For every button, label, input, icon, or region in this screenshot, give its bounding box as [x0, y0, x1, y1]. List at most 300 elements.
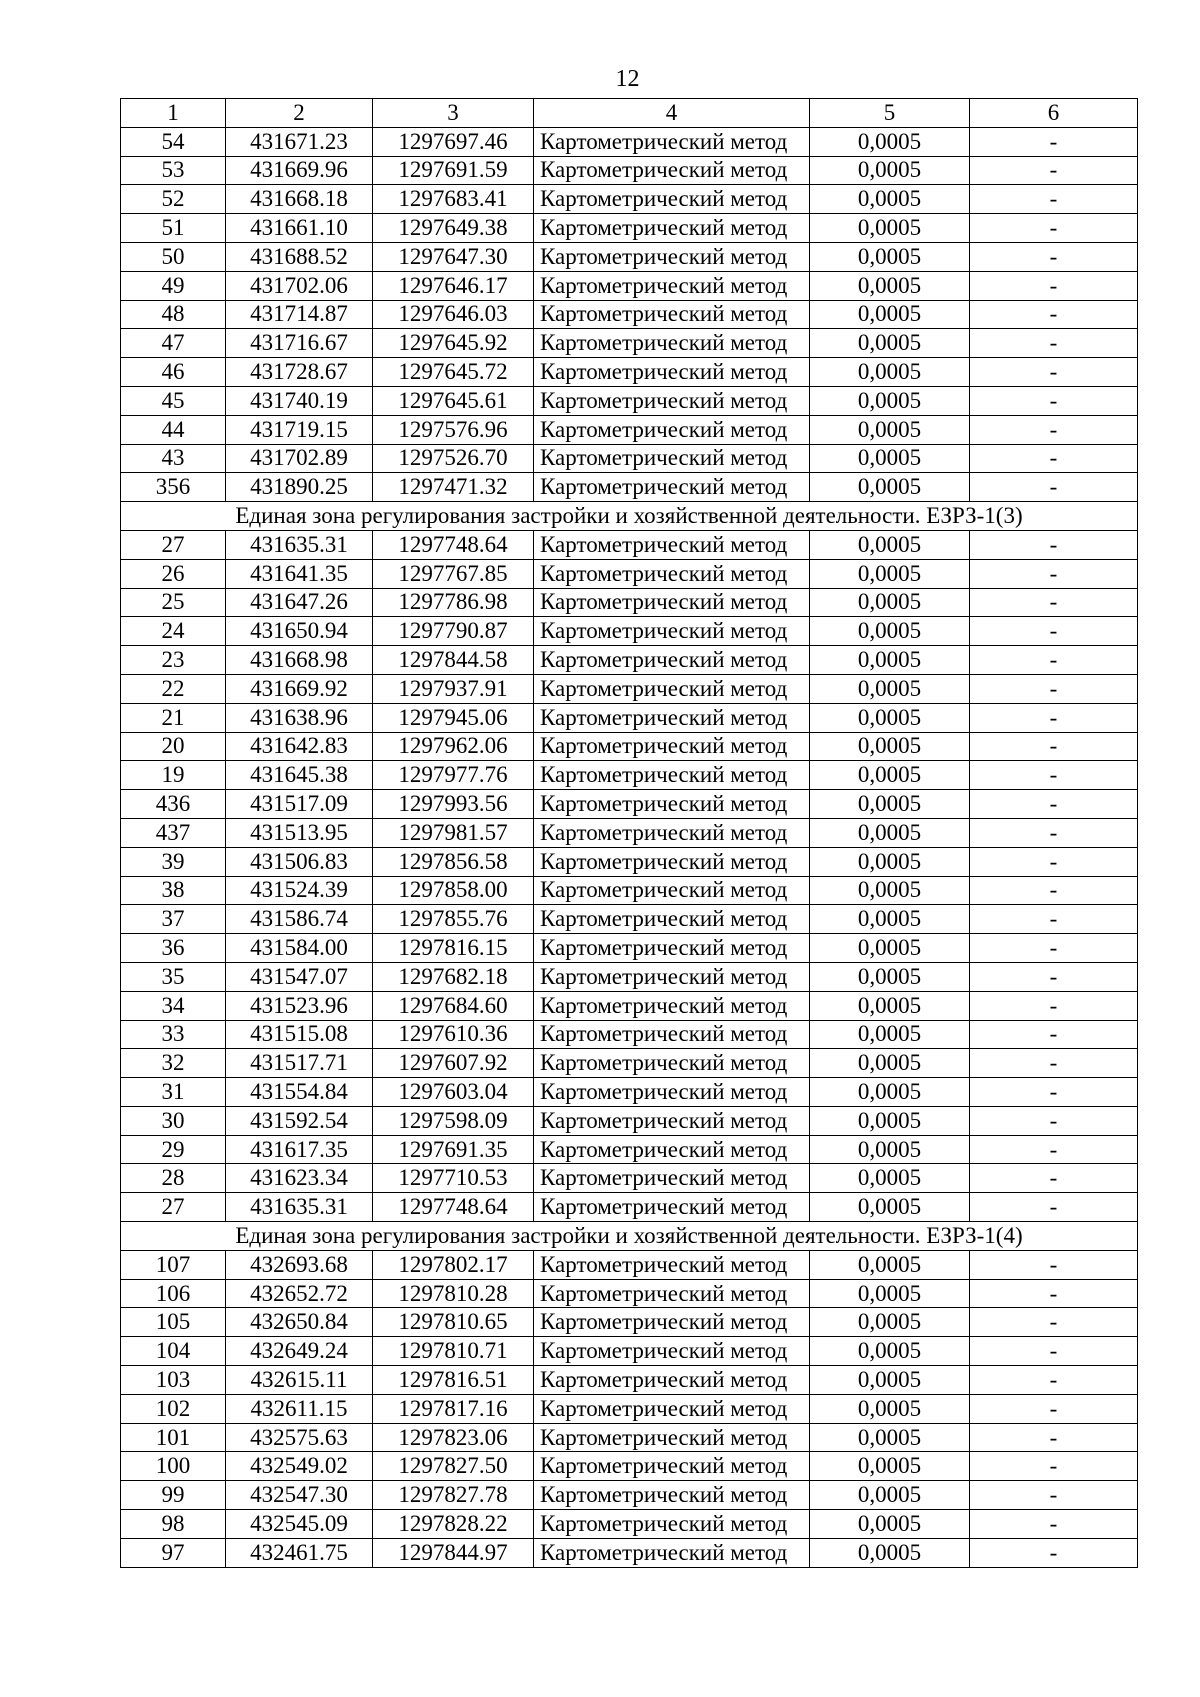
x-coordinate-cell: 431702.06	[226, 271, 373, 300]
note-cell: -	[970, 1250, 1138, 1279]
y-coordinate-cell: 1297810.71	[373, 1337, 534, 1366]
note-cell: -	[970, 674, 1138, 703]
note-cell: -	[970, 156, 1138, 185]
section-title-row	[121, 1222, 1138, 1251]
y-coordinate-cell: 1297937.91	[373, 674, 534, 703]
point-number-cell: 46	[121, 358, 226, 387]
accuracy-cell: 0,0005	[810, 876, 970, 905]
point-number-cell: 20	[121, 732, 226, 761]
accuracy-cell: 0,0005	[810, 1279, 970, 1308]
table-row	[121, 1452, 1138, 1481]
x-coordinate-cell: 431702.89	[226, 444, 373, 473]
table-row	[121, 1078, 1138, 1107]
accuracy-cell: 0,0005	[810, 588, 970, 617]
note-cell: -	[970, 329, 1138, 358]
x-coordinate-cell: 431645.38	[226, 761, 373, 790]
accuracy-cell: 0,0005	[810, 991, 970, 1020]
x-coordinate-cell: 431740.19	[226, 386, 373, 415]
x-coordinate-cell: 431728.67	[226, 358, 373, 387]
accuracy-cell: 0,0005	[810, 934, 970, 963]
note-cell: -	[970, 761, 1138, 790]
y-coordinate-cell: 1297816.51	[373, 1366, 534, 1395]
point-number-cell: 27	[121, 530, 226, 559]
table-row	[121, 386, 1138, 415]
point-number-cell: 356	[121, 473, 226, 502]
y-coordinate-cell: 1297790.87	[373, 617, 534, 646]
method-cell: Картометрический метод	[534, 934, 810, 963]
note-cell: -	[970, 214, 1138, 243]
table-row	[121, 1135, 1138, 1164]
point-number-cell: 97	[121, 1538, 226, 1567]
note-cell: -	[970, 1481, 1138, 1510]
method-cell: Картометрический метод	[534, 732, 810, 761]
note-cell: -	[970, 185, 1138, 214]
y-coordinate-cell: 1297645.72	[373, 358, 534, 387]
note-cell: -	[970, 962, 1138, 991]
method-cell: Картометрический метод	[534, 1020, 810, 1049]
note-cell: -	[970, 818, 1138, 847]
accuracy-cell: 0,0005	[810, 1020, 970, 1049]
method-cell: Картометрический метод	[534, 271, 810, 300]
method-cell: Картометрический метод	[534, 1164, 810, 1193]
y-coordinate-cell: 1297767.85	[373, 559, 534, 588]
method-cell: Картометрический метод	[534, 790, 810, 819]
point-number-cell: 29	[121, 1135, 226, 1164]
section-title-row	[121, 502, 1138, 531]
point-number-cell: 48	[121, 300, 226, 329]
table-row	[121, 358, 1138, 387]
table-row	[121, 329, 1138, 358]
accuracy-cell: 0,0005	[810, 1308, 970, 1337]
table-row	[121, 1394, 1138, 1423]
note-cell: -	[970, 876, 1138, 905]
point-number-cell: 104	[121, 1337, 226, 1366]
point-number-cell: 106	[121, 1279, 226, 1308]
note-cell: -	[970, 1452, 1138, 1481]
y-coordinate-cell: 1297645.61	[373, 386, 534, 415]
table-row	[121, 617, 1138, 646]
note-cell: -	[970, 444, 1138, 473]
note-cell: -	[970, 1337, 1138, 1366]
method-cell: Картометрический метод	[534, 1538, 810, 1567]
x-coordinate-cell: 431688.52	[226, 242, 373, 271]
accuracy-cell: 0,0005	[810, 1250, 970, 1279]
x-coordinate-cell: 431650.94	[226, 617, 373, 646]
note-cell: -	[970, 271, 1138, 300]
accuracy-cell: 0,0005	[810, 530, 970, 559]
x-coordinate-cell: 432693.68	[226, 1250, 373, 1279]
table-row	[121, 1337, 1138, 1366]
table-row	[121, 185, 1138, 214]
x-coordinate-cell: 431668.18	[226, 185, 373, 214]
method-cell: Картометрический метод	[534, 1106, 810, 1135]
point-number-cell: 32	[121, 1049, 226, 1078]
note-cell: -	[970, 473, 1138, 502]
note-cell: -	[970, 703, 1138, 732]
note-cell: -	[970, 127, 1138, 156]
point-number-cell: 28	[121, 1164, 226, 1193]
table-row	[121, 127, 1138, 156]
note-cell: -	[970, 1164, 1138, 1193]
table-row	[121, 1510, 1138, 1539]
x-coordinate-cell: 432549.02	[226, 1452, 373, 1481]
accuracy-cell: 0,0005	[810, 1049, 970, 1078]
x-coordinate-cell: 431638.96	[226, 703, 373, 732]
accuracy-cell: 0,0005	[810, 905, 970, 934]
note-cell: -	[970, 415, 1138, 444]
y-coordinate-cell: 1297858.00	[373, 876, 534, 905]
table-row	[121, 732, 1138, 761]
y-coordinate-cell: 1297856.58	[373, 847, 534, 876]
accuracy-cell: 0,0005	[810, 1337, 970, 1366]
y-coordinate-cell: 1297962.06	[373, 732, 534, 761]
y-coordinate-cell: 1297748.64	[373, 1193, 534, 1222]
note-cell: -	[970, 358, 1138, 387]
y-coordinate-cell: 1297981.57	[373, 818, 534, 847]
method-cell: Картометрический метод	[534, 415, 810, 444]
method-cell: Картометрический метод	[534, 703, 810, 732]
method-cell: Картометрический метод	[534, 530, 810, 559]
page-number: 12	[615, 66, 640, 92]
point-number-cell: 50	[121, 242, 226, 271]
method-cell: Картометрический метод	[534, 1394, 810, 1423]
method-cell: Картометрический метод	[534, 1308, 810, 1337]
note-cell: -	[970, 242, 1138, 271]
x-coordinate-cell: 432575.63	[226, 1423, 373, 1452]
note-cell: -	[970, 934, 1138, 963]
accuracy-cell: 0,0005	[810, 156, 970, 185]
y-coordinate-cell: 1297645.92	[373, 329, 534, 358]
y-coordinate-cell: 1297607.92	[373, 1049, 534, 1078]
accuracy-cell: 0,0005	[810, 1366, 970, 1395]
x-coordinate-cell: 431506.83	[226, 847, 373, 876]
point-number-cell: 107	[121, 1250, 226, 1279]
header-cell-6: 6	[970, 99, 1138, 128]
y-coordinate-cell: 1297828.22	[373, 1510, 534, 1539]
note-cell: -	[970, 1423, 1138, 1452]
note-cell: -	[970, 905, 1138, 934]
y-coordinate-cell: 1297526.70	[373, 444, 534, 473]
y-coordinate-cell: 1297816.15	[373, 934, 534, 963]
point-number-cell: 25	[121, 588, 226, 617]
method-cell: Картометрический метод	[534, 358, 810, 387]
method-cell: Картометрический метод	[534, 1279, 810, 1308]
point-number-cell: 52	[121, 185, 226, 214]
x-coordinate-cell: 431668.98	[226, 646, 373, 675]
table-row	[121, 214, 1138, 243]
y-coordinate-cell: 1297710.53	[373, 1164, 534, 1193]
x-coordinate-cell: 431523.96	[226, 991, 373, 1020]
y-coordinate-cell: 1297977.76	[373, 761, 534, 790]
table-row	[121, 934, 1138, 963]
method-cell: Картометрический метод	[534, 761, 810, 790]
method-cell: Картометрический метод	[534, 214, 810, 243]
note-cell: -	[970, 617, 1138, 646]
note-cell: -	[970, 300, 1138, 329]
note-cell: -	[970, 1308, 1138, 1337]
accuracy-cell: 0,0005	[810, 559, 970, 588]
method-cell: Картометрический метод	[534, 1135, 810, 1164]
note-cell: -	[970, 1135, 1138, 1164]
coordinates-table	[120, 98, 1138, 1568]
accuracy-cell: 0,0005	[810, 1193, 970, 1222]
accuracy-cell: 0,0005	[810, 646, 970, 675]
accuracy-cell: 0,0005	[810, 185, 970, 214]
table-row	[121, 473, 1138, 502]
x-coordinate-cell: 431547.07	[226, 962, 373, 991]
table-row	[121, 300, 1138, 329]
y-coordinate-cell: 1297610.36	[373, 1020, 534, 1049]
header-cell-3: 3	[373, 99, 534, 128]
x-coordinate-cell: 432611.15	[226, 1394, 373, 1423]
x-coordinate-cell: 432461.75	[226, 1538, 373, 1567]
accuracy-cell: 0,0005	[810, 1164, 970, 1193]
y-coordinate-cell: 1297649.38	[373, 214, 534, 243]
table-row	[121, 530, 1138, 559]
method-cell: Картометрический метод	[534, 1510, 810, 1539]
point-number-cell: 44	[121, 415, 226, 444]
point-number-cell: 98	[121, 1510, 226, 1539]
method-cell: Картометрический метод	[534, 300, 810, 329]
x-coordinate-cell: 431669.96	[226, 156, 373, 185]
method-cell: Картометрический метод	[534, 1481, 810, 1510]
accuracy-cell: 0,0005	[810, 847, 970, 876]
method-cell: Картометрический метод	[534, 876, 810, 905]
method-cell: Картометрический метод	[534, 329, 810, 358]
y-coordinate-cell: 1297817.16	[373, 1394, 534, 1423]
y-coordinate-cell: 1297802.17	[373, 1250, 534, 1279]
header-cell-1: 1	[121, 99, 226, 128]
accuracy-cell: 0,0005	[810, 300, 970, 329]
accuracy-cell: 0,0005	[810, 358, 970, 387]
table-row	[121, 1250, 1138, 1279]
accuracy-cell: 0,0005	[810, 962, 970, 991]
table-row	[121, 588, 1138, 617]
x-coordinate-cell: 431513.95	[226, 818, 373, 847]
point-number-cell: 54	[121, 127, 226, 156]
point-number-cell: 102	[121, 1394, 226, 1423]
y-coordinate-cell: 1297993.56	[373, 790, 534, 819]
x-coordinate-cell: 431617.35	[226, 1135, 373, 1164]
table-row	[121, 1366, 1138, 1395]
y-coordinate-cell: 1297598.09	[373, 1106, 534, 1135]
accuracy-cell: 0,0005	[810, 386, 970, 415]
x-coordinate-cell: 431714.87	[226, 300, 373, 329]
y-coordinate-cell: 1297471.32	[373, 473, 534, 502]
accuracy-cell: 0,0005	[810, 415, 970, 444]
table-row	[121, 703, 1138, 732]
table-row	[121, 242, 1138, 271]
x-coordinate-cell: 432650.84	[226, 1308, 373, 1337]
x-coordinate-cell: 432545.09	[226, 1510, 373, 1539]
y-coordinate-cell: 1297844.58	[373, 646, 534, 675]
x-coordinate-cell: 431716.67	[226, 329, 373, 358]
point-number-cell: 36	[121, 934, 226, 963]
note-cell: -	[970, 386, 1138, 415]
method-cell: Картометрический метод	[534, 818, 810, 847]
table-row	[121, 674, 1138, 703]
table-row	[121, 1423, 1138, 1452]
accuracy-cell: 0,0005	[810, 1106, 970, 1135]
section-title: Единая зона регулирования застройки и хозяйственной деятельности. ЕЗРЗ-1(3)	[121, 502, 1138, 531]
point-number-cell: 21	[121, 703, 226, 732]
x-coordinate-cell: 431647.26	[226, 588, 373, 617]
note-cell: -	[970, 991, 1138, 1020]
table-row	[121, 415, 1138, 444]
point-number-cell: 51	[121, 214, 226, 243]
x-coordinate-cell: 432547.30	[226, 1481, 373, 1510]
table-row	[121, 905, 1138, 934]
x-coordinate-cell: 431517.09	[226, 790, 373, 819]
table-row	[121, 991, 1138, 1020]
accuracy-cell: 0,0005	[810, 473, 970, 502]
table-row	[121, 646, 1138, 675]
accuracy-cell: 0,0005	[810, 329, 970, 358]
method-cell: Картометрический метод	[534, 185, 810, 214]
method-cell: Картометрический метод	[534, 674, 810, 703]
accuracy-cell: 0,0005	[810, 1394, 970, 1423]
method-cell: Картометрический метод	[534, 444, 810, 473]
table-row	[121, 761, 1138, 790]
point-number-cell: 99	[121, 1481, 226, 1510]
point-number-cell: 105	[121, 1308, 226, 1337]
y-coordinate-cell: 1297603.04	[373, 1078, 534, 1107]
point-number-cell: 437	[121, 818, 226, 847]
table-body	[121, 99, 1138, 1568]
y-coordinate-cell: 1297576.96	[373, 415, 534, 444]
y-coordinate-cell: 1297844.97	[373, 1538, 534, 1567]
point-number-cell: 33	[121, 1020, 226, 1049]
accuracy-cell: 0,0005	[810, 703, 970, 732]
x-coordinate-cell: 431515.08	[226, 1020, 373, 1049]
x-coordinate-cell: 432652.72	[226, 1279, 373, 1308]
y-coordinate-cell: 1297945.06	[373, 703, 534, 732]
y-coordinate-cell: 1297855.76	[373, 905, 534, 934]
accuracy-cell: 0,0005	[810, 1481, 970, 1510]
point-number-cell: 34	[121, 991, 226, 1020]
y-coordinate-cell: 1297684.60	[373, 991, 534, 1020]
accuracy-cell: 0,0005	[810, 1452, 970, 1481]
note-cell: -	[970, 732, 1138, 761]
y-coordinate-cell: 1297810.65	[373, 1308, 534, 1337]
table-row	[121, 962, 1138, 991]
accuracy-cell: 0,0005	[810, 1078, 970, 1107]
point-number-cell: 43	[121, 444, 226, 473]
note-cell: -	[970, 530, 1138, 559]
table-row	[121, 444, 1138, 473]
point-number-cell: 53	[121, 156, 226, 185]
accuracy-cell: 0,0005	[810, 617, 970, 646]
note-cell: -	[970, 588, 1138, 617]
table-row	[121, 790, 1138, 819]
x-coordinate-cell: 431635.31	[226, 530, 373, 559]
x-coordinate-cell: 431584.00	[226, 934, 373, 963]
point-number-cell: 38	[121, 876, 226, 905]
method-cell: Картометрический метод	[534, 1078, 810, 1107]
point-number-cell: 30	[121, 1106, 226, 1135]
x-coordinate-cell: 431671.23	[226, 127, 373, 156]
x-coordinate-cell: 431641.35	[226, 559, 373, 588]
note-cell: -	[970, 1538, 1138, 1567]
point-number-cell: 31	[121, 1078, 226, 1107]
point-number-cell: 37	[121, 905, 226, 934]
note-cell: -	[970, 1049, 1138, 1078]
point-number-cell: 47	[121, 329, 226, 358]
x-coordinate-cell: 431592.54	[226, 1106, 373, 1135]
table-row	[121, 1481, 1138, 1510]
accuracy-cell: 0,0005	[810, 1135, 970, 1164]
note-cell: -	[970, 1193, 1138, 1222]
method-cell: Картометрический метод	[534, 962, 810, 991]
y-coordinate-cell: 1297786.98	[373, 588, 534, 617]
x-coordinate-cell: 432615.11	[226, 1366, 373, 1395]
y-coordinate-cell: 1297697.46	[373, 127, 534, 156]
note-cell: -	[970, 646, 1138, 675]
method-cell: Картометрический метод	[534, 646, 810, 675]
table-row	[121, 1049, 1138, 1078]
point-number-cell: 26	[121, 559, 226, 588]
table-header-row	[121, 99, 1138, 128]
x-coordinate-cell: 431635.31	[226, 1193, 373, 1222]
note-cell: -	[970, 559, 1138, 588]
x-coordinate-cell: 431524.39	[226, 876, 373, 905]
method-cell: Картометрический метод	[534, 991, 810, 1020]
table-row	[121, 1308, 1138, 1337]
method-cell: Картометрический метод	[534, 386, 810, 415]
point-number-cell: 19	[121, 761, 226, 790]
table-row	[121, 271, 1138, 300]
y-coordinate-cell: 1297810.28	[373, 1279, 534, 1308]
point-number-cell: 103	[121, 1366, 226, 1395]
method-cell: Картометрический метод	[534, 1193, 810, 1222]
point-number-cell: 45	[121, 386, 226, 415]
method-cell: Картометрический метод	[534, 473, 810, 502]
method-cell: Картометрический метод	[534, 242, 810, 271]
accuracy-cell: 0,0005	[810, 818, 970, 847]
header-cell-2: 2	[226, 99, 373, 128]
table-row	[121, 1279, 1138, 1308]
table-row	[121, 847, 1138, 876]
header-cell-4: 4	[534, 99, 810, 128]
note-cell: -	[970, 1510, 1138, 1539]
accuracy-cell: 0,0005	[810, 1423, 970, 1452]
accuracy-cell: 0,0005	[810, 444, 970, 473]
x-coordinate-cell: 431661.10	[226, 214, 373, 243]
x-coordinate-cell: 431554.84	[226, 1078, 373, 1107]
note-cell: -	[970, 790, 1138, 819]
accuracy-cell: 0,0005	[810, 214, 970, 243]
x-coordinate-cell: 431517.71	[226, 1049, 373, 1078]
method-cell: Картометрический метод	[534, 1423, 810, 1452]
x-coordinate-cell: 432649.24	[226, 1337, 373, 1366]
table-row	[121, 559, 1138, 588]
method-cell: Картометрический метод	[534, 1049, 810, 1078]
accuracy-cell: 0,0005	[810, 242, 970, 271]
accuracy-cell: 0,0005	[810, 127, 970, 156]
note-cell: -	[970, 1020, 1138, 1049]
table-row	[121, 876, 1138, 905]
x-coordinate-cell: 431719.15	[226, 415, 373, 444]
y-coordinate-cell: 1297827.78	[373, 1481, 534, 1510]
point-number-cell: 35	[121, 962, 226, 991]
x-coordinate-cell: 431642.83	[226, 732, 373, 761]
method-cell: Картометрический метод	[534, 1337, 810, 1366]
method-cell: Картометрический метод	[534, 1250, 810, 1279]
method-cell: Картометрический метод	[534, 1452, 810, 1481]
point-number-cell: 100	[121, 1452, 226, 1481]
accuracy-cell: 0,0005	[810, 674, 970, 703]
point-number-cell: 436	[121, 790, 226, 819]
